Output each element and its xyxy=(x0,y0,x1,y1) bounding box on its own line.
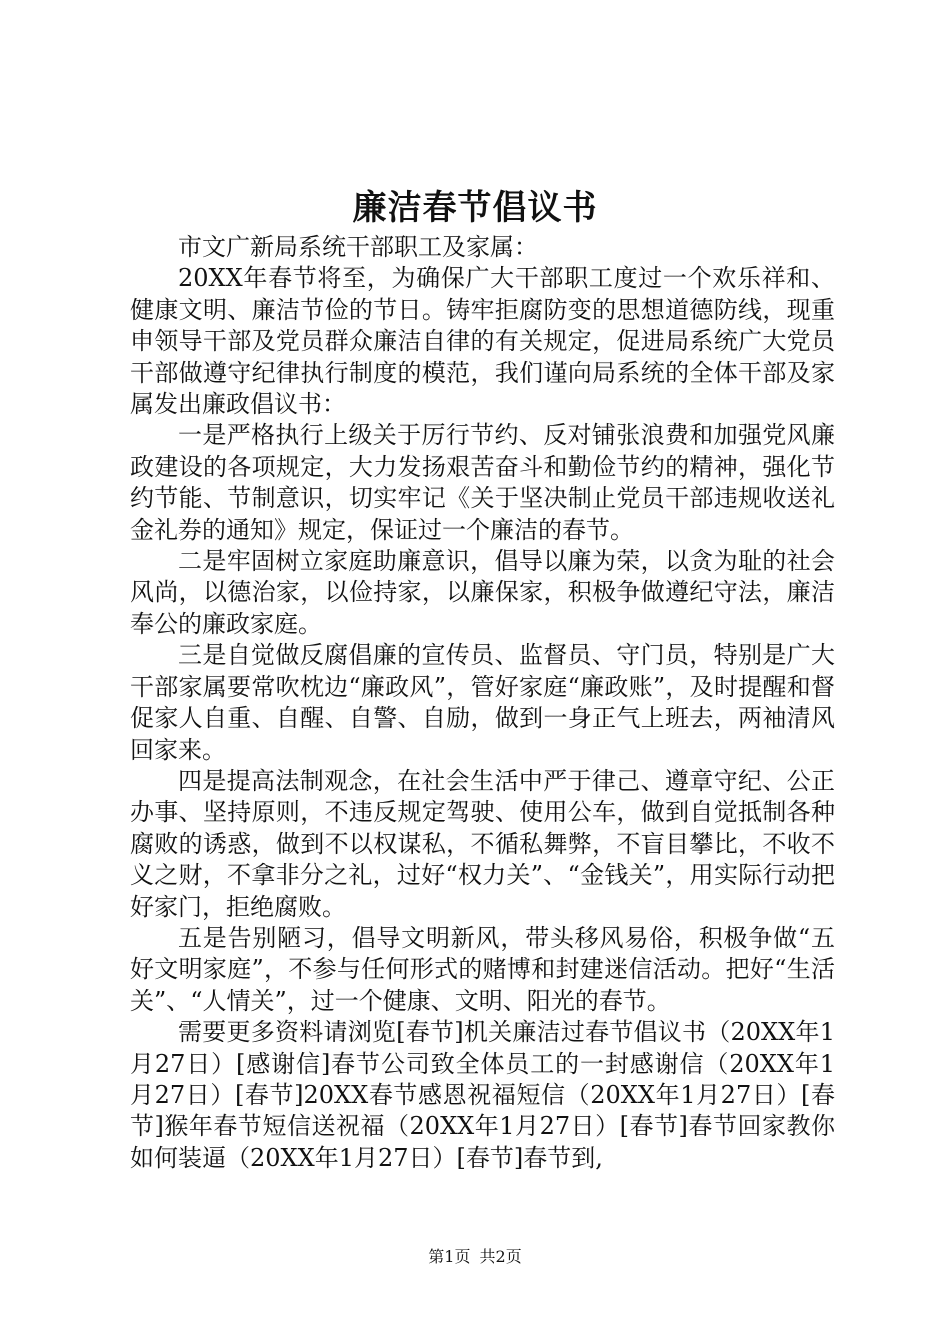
document-body xyxy=(130,232,835,1174)
paragraph-item-1: 一是严格执行上级关于厉行节约、反对铺张浪费和加强党风廉政建设的各项规定，大力发扬艰苦奋斗和勤俭节约的精神，强化节约节能、节制意识，切实牢记《关于坚决制止党员干部违规收送礼金礼券的通知》规定，保证过一个廉洁的春节。 xyxy=(130,421,835,544)
page-number-current: 第1页 xyxy=(428,1247,471,1266)
document-title: 廉洁春节倡议书 xyxy=(352,188,598,228)
page-footer xyxy=(0,1246,950,1268)
paragraph-item-2: 二是牢固树立家庭助廉意识，倡导以廉为荣，以贪为耻的社会风尚，以德治家，以俭持家，以廉保家，积极争做遵纪守法，廉洁奉公的廉政家庭。 xyxy=(130,547,835,638)
salutation: 市文广新局系统干部职工及家属： xyxy=(178,233,538,261)
paragraph-item-3: 三是自觉做反腐倡廉的宣传员、监督员、守门员，特别是广大干部家属要常吹枕边“廉政风”，管好家庭“廉政账”，及时提醒和督促家人自重、自醒、自警、自励，做到一身正气上班去，两袖清风回家来。 xyxy=(130,641,835,764)
paragraph-item-4: 四是提高法制观念，在社会生活中严于律己、遵章守纪、公正办事、坚持原则，不违反规定驾驶、使用公车，做到自觉抵制各种腐败的诱惑，做到不以权谋私，不循私舞弊，不盲目攀比，不收不义之财，不拿非分之礼，过好“权力关”、“金钱关”，用实际行动把好家门，拒绝腐败。 xyxy=(130,766,835,921)
page-number-total: 共2页 xyxy=(479,1247,522,1266)
paragraph-related-links: 需要更多资料请浏览[春节]机关廉洁过春节倡议书（20XX年1月27日）[感谢信]春节公司致全体员工的一封感谢信（20XX年1月27日）[春节]20XX春节感恩祝福短信（20XX年1月27日）[春节]猴年春节短信送祝福（20XX年1月27日）[春节]春节回家教你如何装逼（20XX年1月27日）[春节]春节到, xyxy=(130,1018,835,1172)
paragraph-item-5: 五是告别陋习，倡导文明新风，带头移风易俗，积极争做“五好文明家庭”，不参与任何形式的赌博和封建迷信活动。把好“生活关”、“人情关”，过一个健康、文明、阳光的春节。 xyxy=(130,923,835,1015)
paragraph-intro: 20XX年春节将至，为确保广大干部职工度过一个欢乐祥和、健康文明、廉洁节俭的节日。铸牢拒腐防变的思想道德防线，现重申领导干部及党员群众廉洁自律的有关规定，促进局系统广大党员干部做遵守纪律执行制度的模范，我们谨向局系统的全体干部及家属发出廉政倡议书： xyxy=(130,264,835,419)
